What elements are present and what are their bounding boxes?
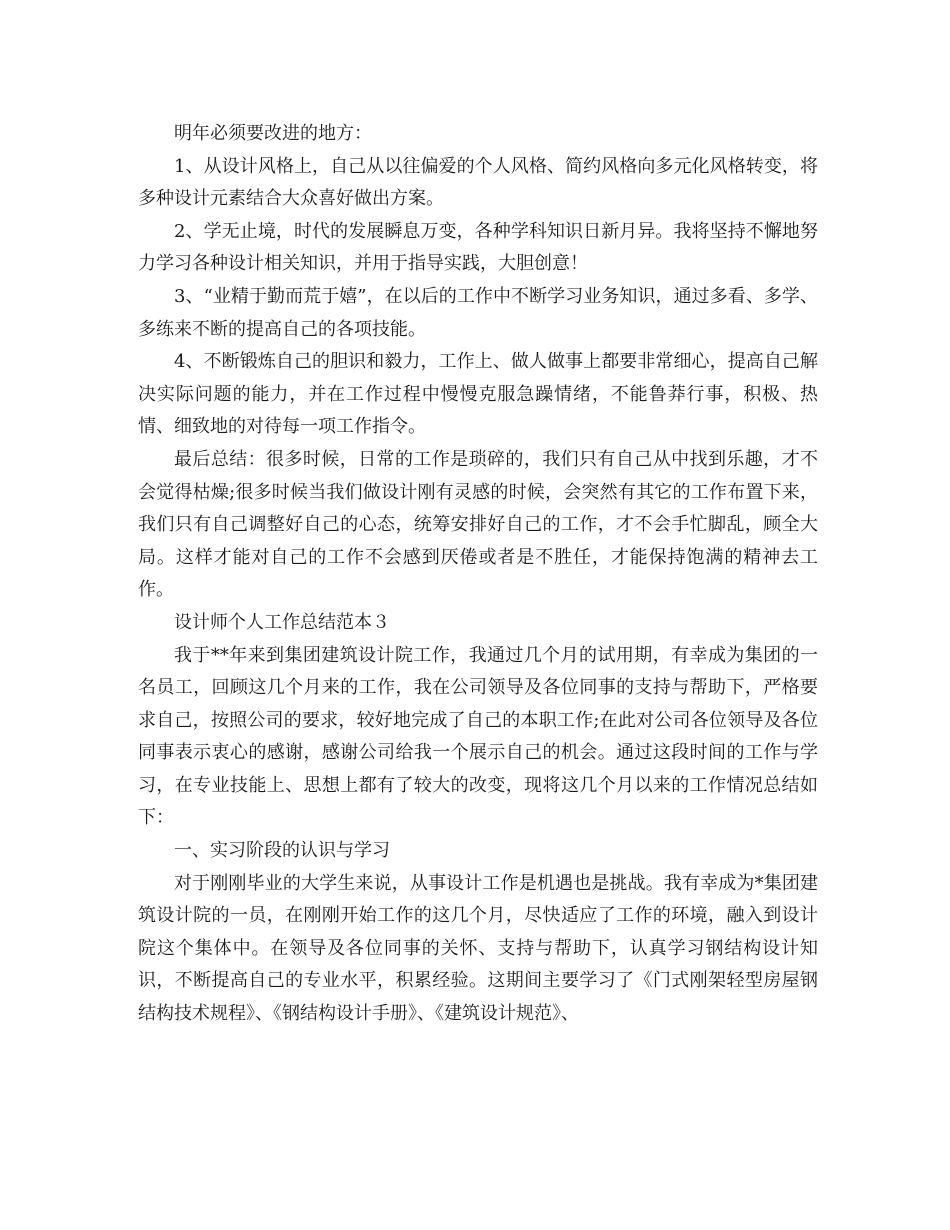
paragraph-final-summary: 最后总结：很多时候，日常的工作是琐碎的，我们只有自己从中找到乐趣，才不会觉得枯燥;很多时候当我们做设计刚有灵感的时候，会突然有其它的工作布置下来，我们只有自己调整好自己的心态，统筹安排好自己的工作，才不会手忙脚乱，顾全大局。这样才能对自己的工作不会感到厌倦或者是不胜任，才能保持饱满的精神去工作。 [138, 448, 818, 601]
section-title-sample-3: 设计师个人工作总结范本３ [174, 611, 390, 633]
paragraph-intro: 我于**年来到集团建筑设计院工作，我通过几个月的试用期，有幸成为集团的一名员工，回顾这几个月来的工作，我在公司领导及各位同事的支持与帮助下，严格要求自己，按照公司的要求，较好地完成了自己的本职工作;在此对公司各位领导及各位同事表示衷心的感谢，感谢公司给我一个展示自己的机会。通过这段时间的工作与学习，在专业技能上、思想上都有了较大的改变，现将这几个月以来的工作情况总结如下： [138, 644, 818, 829]
paragraph-item-1: 1、从设计风格上，自己从以往偏爱的个人风格、简约风格向多元化风格转变，将多种设计元素结合大众喜好做出方案。 [138, 155, 818, 210]
paragraph-item-2: 2、学无止境，时代的发展瞬息万变，各种学科知识日新月异。我将坚持不懈地努力学习各种设计相关知识，并用于指导实践，大胆创意！ [138, 220, 818, 275]
paragraph-item-4: 4、不断锻炼自己的胆识和毅力，工作上、做人做事上都要非常细心，提高自己解决实际问题的能力，并在工作过程中慢慢克服急躁情绪，不能鲁莽行事，积极、热情、细致地的对待每一项工作指令。 [138, 351, 818, 438]
paragraph-internship: 对于刚刚毕业的大学生来说，从事设计工作是机遇也是挑战。我有幸成为*集团建筑设计院的一员，在刚刚开始工作的这几个月，尽快适应了工作的环境，融入到设计院这个集体中。在领导及各位同事的关怀、支持与帮助下，认真学习钢结构设计知识，不断提高自己的专业水平，积累经验。这期间主要学习了《门式刚架轻型房屋钢结构技术规程》、《钢结构设计手册》、《建筑设计规范》、 [138, 872, 818, 1025]
section-heading-internship: 一、实习阶段的认识与学习 [174, 840, 390, 862]
document-page [138, 118, 818, 1031]
paragraph-improvements-heading: 明年必须要改进的地方： [174, 123, 372, 144]
paragraph-item-3: 3、“业精于勤而荒于嬉”，在以后的工作中不断学习业务知识，通过多看、多学、多练来不断的提高自己的各项技能。 [138, 285, 818, 340]
